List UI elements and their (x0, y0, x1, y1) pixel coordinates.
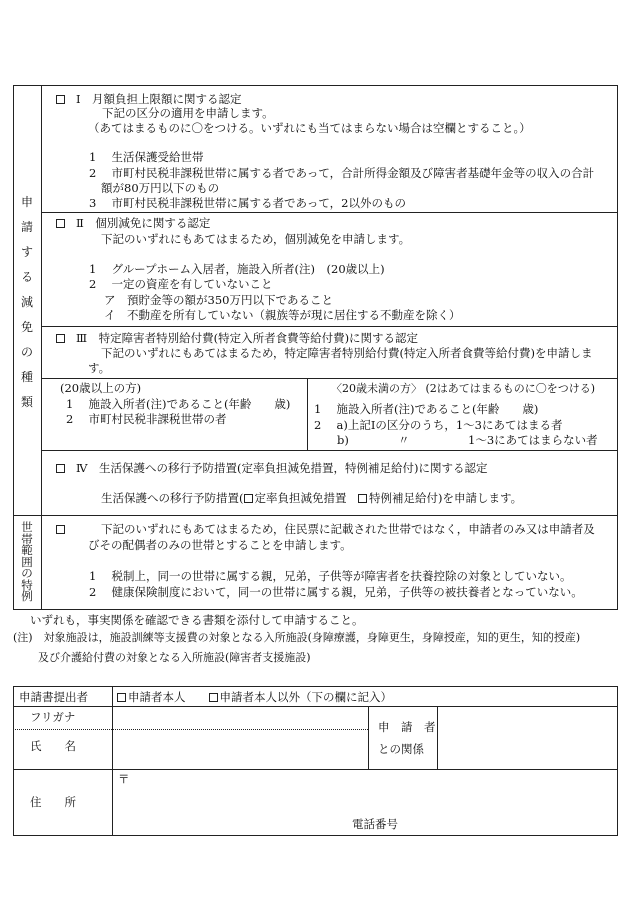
side-column-divider (41, 85, 42, 610)
sec3-left-item1: 1 施設入所者(注)であること(年齢 歳) (66, 397, 291, 411)
sec2-line1: 下記のいずれにもあてはまるため，個別減免を申請します。 (101, 232, 411, 246)
sec4-checkbox[interactable] (56, 464, 65, 473)
sec1-item2b: 額が80万円以下のもの (101, 181, 220, 195)
postal-mark: 〒 (118, 772, 130, 786)
sec3-right-item2b-label: b) (337, 433, 349, 447)
sec4-line-post: )を申請します。 (438, 491, 523, 505)
sec1-item2a: 2 市町村民税非課税世帯に属する者であって，合計所得金額及び障害者基礎年金等の収入の合計 (89, 166, 595, 180)
applicant-col1-divider (112, 686, 113, 836)
sec4-opt2-checkbox[interactable] (358, 494, 367, 503)
submitter-label: 申請書提出者 (19, 690, 88, 704)
note-line1: いずれも，事実関係を確認できる書類を添付して申請すること。 (30, 613, 364, 627)
furigana-field[interactable] (114, 708, 366, 727)
sec2-checkbox[interactable] (56, 219, 65, 228)
sec3-right-item2b-mark: 〃 (398, 433, 410, 447)
sec1-line1: 下記の区分の適用を申請します。 (102, 106, 274, 120)
sec2-heading: Ⅱ 個別減免に関する認定 (76, 216, 211, 230)
sec5-line2: びその配偶者のみの世帯とすることを申請します。 (88, 538, 352, 552)
sec1-heading: Ⅰ 月額負担上限額に関する認定 (76, 92, 242, 106)
sec4-heading: Ⅳ 生活保護への移行予防措置(定率負担減免措置，特例補足給付)に関する認定 (76, 461, 488, 475)
relation-field[interactable] (439, 708, 616, 767)
sec4-apply-line (101, 491, 522, 505)
sec2-item2: 2 一定の資産を有していないこと (89, 277, 273, 291)
name-label: 氏 名 (30, 739, 76, 753)
divider-sec2-sec3 (41, 326, 618, 327)
address-label: 住 所 (30, 795, 76, 809)
note-line3: 及び介護給付費の対象となる入所施設(障害者支援施設) (38, 651, 311, 664)
sec1-line2: （あてはまるものに〇をつける。いずれにも当てはまらない場合は空欄とすること。） (88, 121, 531, 135)
relation-label-2: との関係 (378, 742, 424, 756)
applicant-row1-divider (13, 706, 618, 707)
sec3-line1: 下記のいずれにもあてはまるため，特定障害者特別給付費(特定入所者食費等給付費)を申請しま (101, 346, 593, 360)
sec3-left-item2: 2 市町村民税非課税世帯の者 (66, 412, 227, 426)
submitter-self-label: 申請者本人 (128, 690, 186, 704)
furigana-label: フリガナ (30, 710, 76, 724)
applicant-furigana-divider (13, 729, 368, 730)
sec1-item1: 1 生活保護受給世帯 (89, 150, 204, 164)
applicant-row3-divider (13, 769, 618, 770)
applicant-relation-right (437, 706, 438, 769)
sec4-opt1-label: 定率負担減免措置 (254, 491, 347, 505)
sec1-item3: 3 市町村民税非課税世帯に属する者であって，2以外のもの (89, 196, 406, 210)
note-line2: (注) 対象施設は，施設訓練等支援費の対象となる入所施設(身障療護，身障更生，身障授産，知的更生，知的授産) (13, 631, 581, 644)
sec1-checkbox[interactable] (56, 95, 65, 104)
sec5-item1: 1 税制上，同一の世帯に属する親，兄弟，子供等が障害者を扶養控除の対象としていない。 (89, 569, 572, 583)
sec2-itemA: ア 預貯金等の額が350万円以下であること (104, 293, 333, 307)
sec4-opt2-label: 特例補足給付 (369, 491, 438, 505)
phone-label: 電話番号 (352, 817, 398, 831)
sec5-checkbox[interactable] (56, 525, 65, 534)
sec3-right-item2b-text: 1～3にあてはまらない者 (468, 433, 598, 447)
sec3-right-item2a: 2 a)上記Ⅰの区分のうち，1～3にあてはまる者 (314, 418, 563, 432)
name-field[interactable] (114, 731, 366, 767)
divider-sec3-subtable (41, 378, 618, 379)
address-field[interactable] (130, 772, 610, 812)
sec4-line-pre: 生活保護への移行予防措置( (101, 491, 244, 505)
sec3-right-header: 〈20歳未満の方〉 (2はあてはまるものに〇をつける) (331, 382, 596, 395)
sec2-item1: 1 グループホーム入居者，施設入所者(注) (20歳以上) (89, 262, 385, 276)
applicant-relation-left (368, 706, 369, 769)
submitter-other-label: 申請者本人以外（下の欄に記入） (219, 690, 392, 704)
sec4-opt1-checkbox[interactable] (244, 494, 253, 503)
subtable-divider (307, 378, 308, 450)
submitter-options (117, 690, 392, 704)
sec3-right-item1: 1 施設入所者(注)であること(年齢 歳) (314, 402, 539, 416)
submitter-other-checkbox[interactable] (209, 693, 218, 702)
sec5-line1: 下記のいずれにもあてはまるため，住民票に記載された世帯ではなく，申請者のみ又は申請者及 (101, 522, 595, 536)
sec3-checkbox[interactable] (56, 334, 65, 343)
divider-sec1-sec2 (41, 212, 618, 213)
relation-label-1: 申 請 者 (378, 720, 436, 734)
divider-subtable-sec4 (41, 450, 618, 451)
divider-sec4-sec5 (13, 515, 618, 516)
sec2-itemI: イ 不動産を所有していない（親族等が現に居住する不動産を除く） (104, 308, 461, 322)
sec3-heading: Ⅲ 特定障害者特別給付費(特定入所者食費等給付費)に関する認定 (76, 331, 419, 345)
side-label-household-exception: 世 帯 範 囲 の 特 例 (21, 520, 33, 603)
submitter-self-checkbox[interactable] (117, 693, 126, 702)
sec5-item2: 2 健康保険制度において，同一の世帯に属する親，兄弟，子供等の被扶養者となっていない。 (89, 585, 583, 599)
side-label-reduction-type: 申 請 す る 減 免 の 種 類 (20, 195, 33, 409)
sec3-left-header: (20歳以上の方) (60, 381, 142, 395)
sec3-line2: す。 (88, 361, 111, 375)
